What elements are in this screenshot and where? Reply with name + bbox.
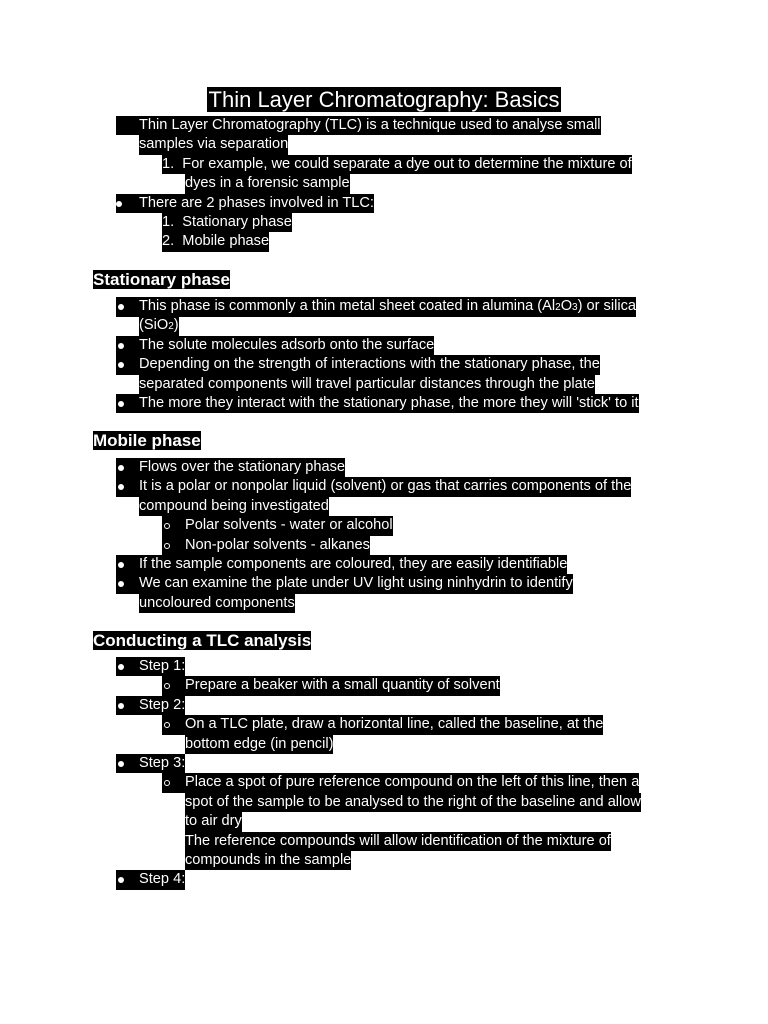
- list-item-continued: samples via separation: [0, 135, 768, 154]
- list-item: It is a polar or nonpolar liquid (solvent) or gas that carries components of the: [0, 477, 768, 496]
- bullet-icon: [118, 562, 124, 568]
- sub-list-item: Non-polar solvents - alkanes: [0, 536, 768, 555]
- bullet-icon: [116, 201, 122, 207]
- list-item: We can examine the plate under UV light using ninhydrin to identify: [0, 574, 768, 593]
- list-item-continued: compound being investigated: [0, 497, 768, 516]
- numbered-item: 1. Stationary phase: [0, 213, 768, 232]
- list-item: Flows over the stationary phase: [0, 458, 768, 477]
- list-item-continued: separated components will travel particular distances through the plate: [0, 375, 768, 394]
- numbered-item: 1. For example, we could separate a dye out to determine the mixture of: [0, 155, 768, 174]
- list-item-continued: (SiO2): [0, 316, 768, 335]
- list-item: Step 3:: [0, 754, 768, 773]
- list-item: Depending on the strength of interactions with the stationary phase, the: [0, 355, 768, 374]
- list-item: Step 2:: [0, 696, 768, 715]
- sub-list-item: Polar solvents - water or alcohol: [0, 516, 768, 535]
- bullet-icon: [118, 343, 124, 349]
- section-heading-conducting: Conducting a TLC analysis: [93, 631, 312, 650]
- bullet-icon: [118, 304, 124, 310]
- sub-list-item-continued: compounds in the sample: [0, 851, 768, 870]
- numbered-item-continued: dyes in a forensic sample: [0, 174, 768, 193]
- list-item: The more they interact with the stationary phase, the more they will 'stick' to it: [0, 394, 768, 413]
- page-title: Thin Layer Chromatography: Basics: [208, 87, 560, 112]
- sub-list-item-continued: bottom edge (in pencil): [0, 735, 768, 754]
- bullet-icon: [118, 664, 124, 670]
- section-heading-stationary: Stationary phase: [93, 270, 230, 289]
- list-item: There are 2 phases involved in TLC:: [0, 194, 768, 213]
- numbered-item: 2. Mobile phase: [0, 232, 768, 251]
- list-item-continued: uncoloured components: [0, 594, 768, 613]
- list-item: This phase is commonly a thin metal sheet coated in alumina (Al2O3) or silica: [0, 297, 768, 316]
- sub-list-item: Place a spot of pure reference compound on the left of this line, then a: [0, 773, 768, 792]
- list-item: Thin Layer Chromatography (TLC) is a technique used to analyse small: [0, 116, 768, 135]
- list-item: Step 4:: [0, 870, 768, 889]
- list-item: The solute molecules adsorb onto the surface: [0, 336, 768, 355]
- sub-list-item-continued: The reference compounds will allow identification of the mixture of: [0, 832, 768, 851]
- bullet-icon: [118, 761, 124, 767]
- bullet-icon: [118, 401, 124, 407]
- list-item: If the sample components are coloured, they are easily identifiable: [0, 555, 768, 574]
- sub-list-item-continued: to air dry: [0, 812, 768, 831]
- sub-list-item: Prepare a beaker with a small quantity of solvent: [0, 676, 768, 695]
- sub-list-item: On a TLC plate, draw a horizontal line, called the baseline, at the: [0, 715, 768, 734]
- section-heading-mobile: Mobile phase: [93, 431, 201, 450]
- bullet-icon: [118, 465, 124, 471]
- list-item: Step 1:: [0, 657, 768, 676]
- sub-list-item-continued: spot of the sample to be analysed to the right of the baseline and allow: [0, 793, 768, 812]
- circle-bullet-icon: [164, 543, 170, 549]
- bullet-icon: [118, 703, 124, 709]
